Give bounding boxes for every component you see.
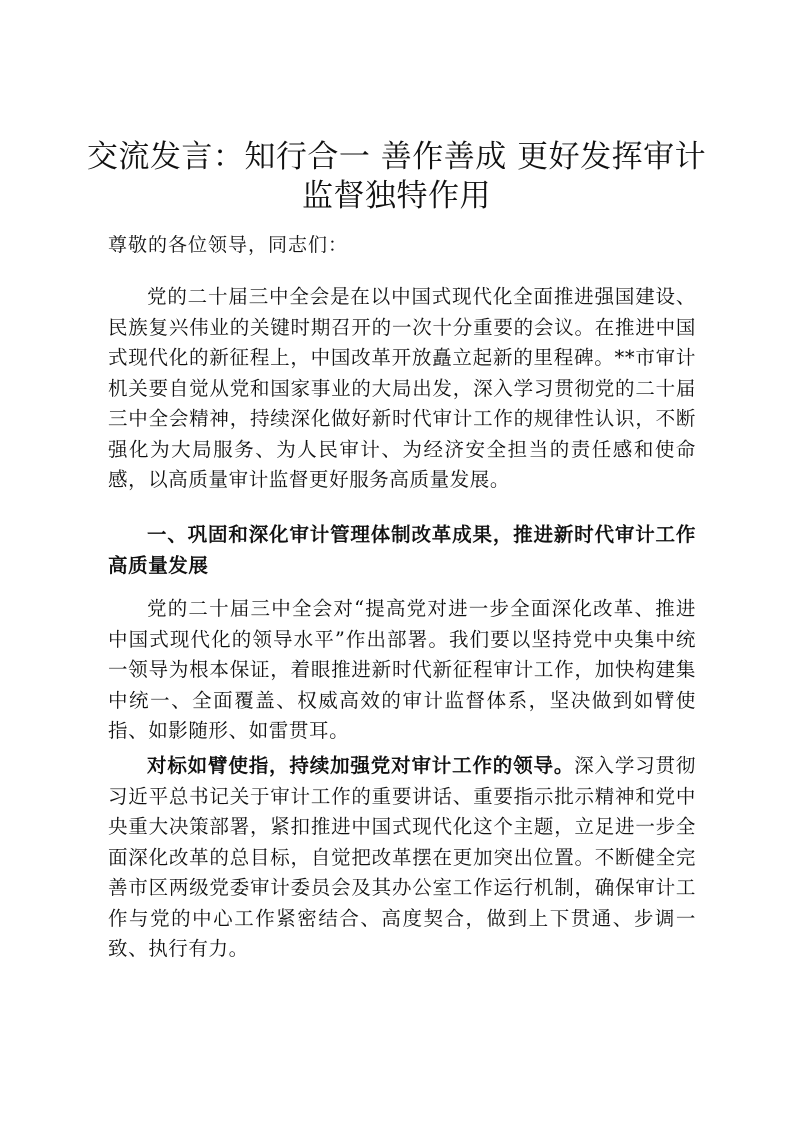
document-title-line-1: 交流发言：知行合一 善作善成 更好发挥审计: [86, 139, 707, 175]
salutation: 尊敬的各位领导，同志们：: [108, 234, 349, 256]
section-heading-1: 一、巩固和深化审计管理体制改革成果，推进新时代审计工作高质量发展: [108, 523, 696, 577]
paragraph-subsection-1: [108, 751, 696, 965]
paragraph-body-text: 深入学习贯彻习近平总书记关于审计工作的重要讲话、重要指示批示精神和党中央重大决策部署，紧扣推进中国式现代化这个主题，立足进一步全面深化改革的总目标，自觉把改革摆在更加突出位置。不断健全完善市区两级党委审计委员会及其办公室工作运行机制，确保审计工作与党的中心工作紧密结合、高度契合，做到上下贯通、步调一致、执行有力。: [108, 754, 696, 960]
paragraph-lead-sentence: 对标如臂使指，持续加强党对审计工作的领导。: [147, 754, 575, 777]
document-title-line-2: 监督独特作用: [302, 178, 491, 214]
paragraph-section-1-intro: 党的二十届三中全会对“提高党对进一步全面深化改革、推进中国式现代化的领导水平”作出部署。我们要以坚持党中央集中统一领导为根本保证，着眼推进新时代新征程审计工作，加快构建集中统一、全面覆盖、权威高效的审计监督体系，坚决做到如臂使指、如影随形、如雷贯耳。: [108, 597, 696, 742]
paragraph-intro: 党的二十届三中全会是在以中国式现代化全面推进强国建设、民族复兴伟业的关键时期召开的一次十分重要的会议。在推进中国式现代化的新征程上，中国改革开放矗立起新的里程碑。**市审计机关要自觉从党和国家事业的大局出发，深入学习贯彻党的二十届三中全会精神，持续深化做好新时代审计工作的规律性认识，不断强化为大局服务、为人民审计、为经济安全担当的责任感和使命感，以高质量审计监督更好服务高质量发展。: [108, 285, 696, 491]
